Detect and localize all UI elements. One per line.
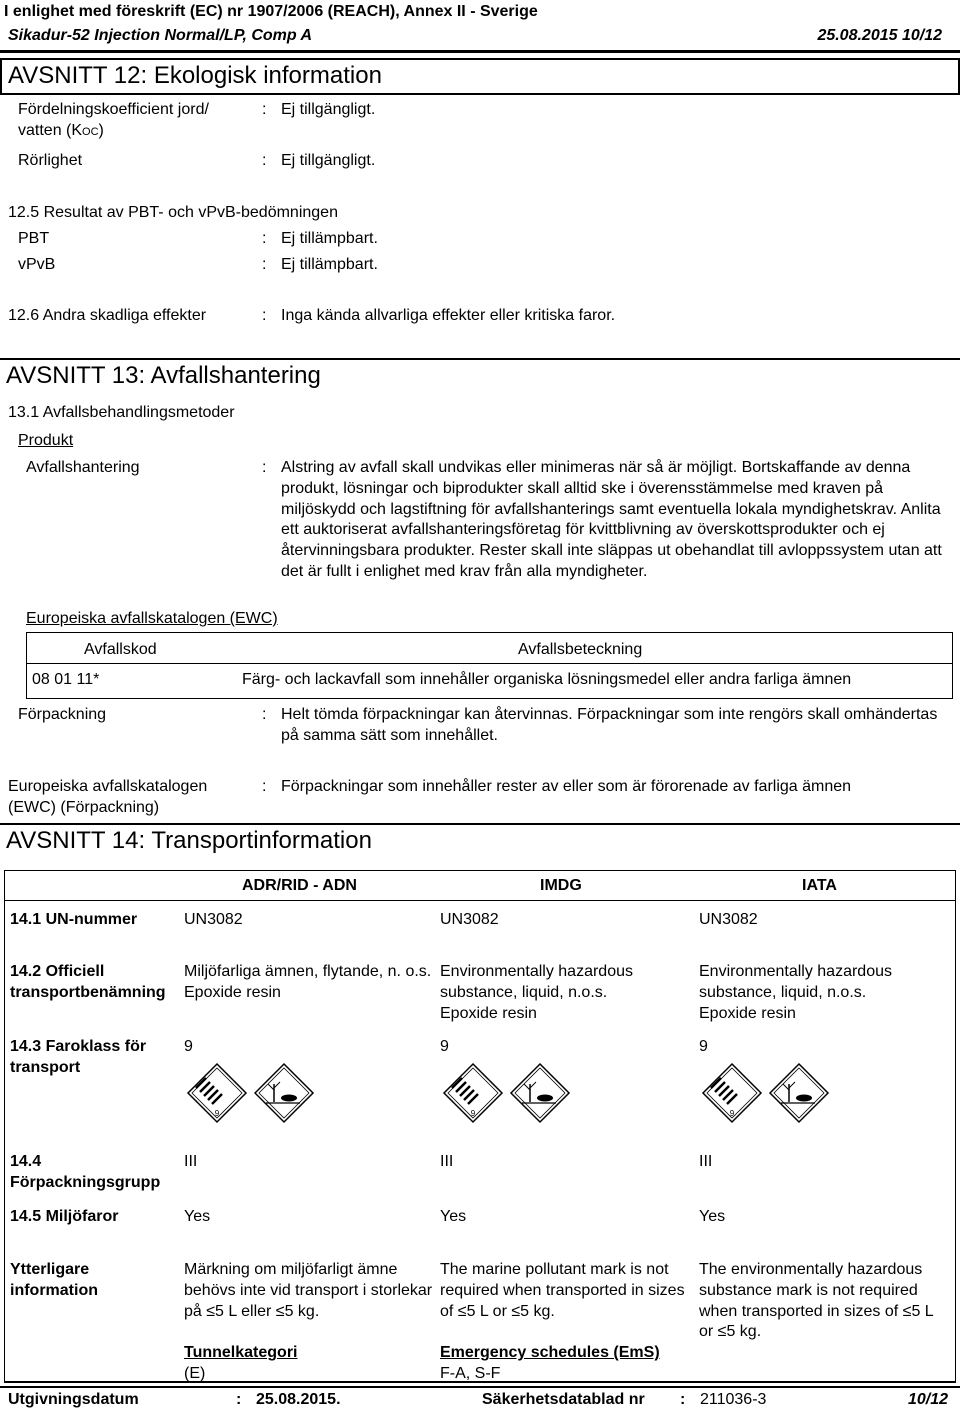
pbt-label: PBT	[18, 230, 50, 247]
env-iata: Yes	[699, 1208, 726, 1225]
waste-methods-heading: 13.1 Avfallsbehandlingsmetoder	[8, 404, 235, 421]
vpvb-value: Ej tillämpbart.	[281, 256, 378, 273]
ewc-col-code: Avfallskod	[84, 641, 157, 658]
un-label: 14.1 UN-nummer	[10, 911, 138, 928]
colon: :	[262, 230, 267, 247]
colon: :	[262, 778, 267, 795]
ewc-packaging-label: Europeiska avfallskatalogen (EWC) (Förpackning)	[8, 778, 208, 816]
waste-label: Avfallshantering	[26, 459, 140, 476]
class9-diamond-icon	[444, 1064, 502, 1122]
pbt-value: Ej tillämpbart.	[281, 230, 378, 247]
group-iata: III	[699, 1153, 713, 1170]
resin-imdg: Epoxide resin	[440, 1004, 537, 1022]
mobility-label: Rörlighet	[18, 152, 83, 169]
section-13-title: AVSNITT 13: Avfallshantering	[0, 358, 960, 393]
product-name: Sikadur-52 Injection Normal/LP, Comp A	[8, 27, 313, 44]
product-heading: Produkt	[18, 432, 74, 449]
environment-hazard-icon	[511, 1064, 569, 1122]
ewc-table-divider	[26, 663, 953, 664]
colon: :	[262, 459, 267, 476]
packaging-label: Förpackning	[18, 706, 107, 723]
name-adr: Miljöfarliga ämnen, flytande, n. o.s. Epoxide resin	[184, 962, 434, 1004]
pbt-heading: 12.5 Resultat av PBT- och vPvB-bedömningen	[8, 204, 338, 221]
col-imdg: IMDG	[540, 877, 582, 894]
name-label: 14.2 Officiell transportbenämning	[10, 963, 166, 1001]
extra-imdg: The marine pollutant mark is not required when transported in sizes of ≤5 L or ≤5 kg. Emergency schedules (EmS) F-A, S-F	[440, 1260, 685, 1385]
col-iata: IATA	[802, 877, 837, 894]
other-effects-label: 12.6 Andra skadliga effekter	[8, 307, 207, 324]
colon: :	[262, 307, 267, 324]
koc-label: Fördelningskoefficient jord/ vatten (KOC)	[18, 101, 209, 139]
ewc-heading: Europeiska avfallskatalogen (EWC)	[26, 610, 278, 627]
ewc-code: 08 01 11*	[32, 671, 100, 688]
colon: :	[262, 256, 267, 273]
colon: :	[262, 101, 267, 118]
ems-value: F-A, S-F	[440, 1365, 501, 1383]
svg-text:9: 9	[729, 1109, 735, 1118]
header-divider	[0, 50, 960, 53]
ems-label: Emergency schedules (EmS)	[440, 1344, 660, 1362]
extra-iata: The environmentally hazardous substance mark is not required when transported in sizes of ≤5 L or ≤5 kg.	[699, 1261, 934, 1341]
env-imdg: Yes	[440, 1208, 467, 1225]
group-adr: III	[184, 1153, 198, 1170]
ewc-packaging-value: Förpackningar som innehåller rester av eller som är förorenade av farliga ämnen	[281, 778, 852, 795]
transport-header-divider	[4, 900, 956, 901]
colon: :	[680, 1391, 686, 1408]
environment-hazard-icon	[255, 1064, 313, 1122]
colon: :	[236, 1391, 242, 1408]
resin-iata: Epoxide resin	[699, 1004, 796, 1022]
env-label: 14.5 Miljöfaror	[10, 1208, 119, 1225]
ewc-col-desc: Avfallsbeteckning	[518, 641, 643, 658]
colon: :	[262, 152, 267, 169]
env-adr: Yes	[184, 1208, 211, 1225]
hazard-pictograms-iata	[701, 1062, 831, 1126]
issue-date-value: 25.08.2015.	[256, 1391, 341, 1408]
group-imdg: III	[440, 1153, 454, 1170]
class-iata: 9	[699, 1038, 708, 1055]
svg-text:9: 9	[470, 1109, 476, 1118]
class9-diamond-icon	[188, 1064, 246, 1122]
hazard-pictograms-imdg	[442, 1062, 572, 1126]
hazard-pictograms-adr	[186, 1062, 316, 1126]
environment-hazard-icon	[770, 1064, 828, 1122]
group-label: 14.4 Förpackningsgrupp	[10, 1153, 161, 1191]
name-imdg: Environmentally hazardous substance, liquid, n.o.s. Epoxide resin	[440, 962, 685, 1024]
ewc-desc: Färg- och lackavfall som innehåller organiska lösningsmedel eller andra farliga ämnen	[242, 671, 852, 688]
issue-date-label: Utgivningsdatum	[8, 1391, 139, 1408]
class-label: 14.3 Faroklass för transport	[10, 1038, 147, 1076]
class9-diamond-icon	[703, 1064, 761, 1122]
packaging-text: Helt tömda förpackningar kan återvinnas. Förpackningar som inte rengörs skall omhändertas på samma sätt som innehållet.	[281, 706, 938, 744]
class-adr: 9	[184, 1038, 193, 1055]
colon: :	[262, 706, 267, 723]
un-iata: UN3082	[699, 911, 758, 928]
footer-divider	[0, 1386, 960, 1388]
tunnel-label: Tunnelkategori	[184, 1344, 298, 1362]
page-number: 10/12	[908, 1391, 949, 1408]
resin-adr: Epoxide resin	[184, 983, 281, 1001]
regulation-header: I enlighet med föreskrift (EC) nr 1907/2006 (REACH), Annex II - Sverige	[4, 3, 538, 20]
koc-value: Ej tillgängligt.	[281, 101, 376, 118]
col-adr: ADR/RID - ADN	[242, 877, 357, 894]
name-iata: Environmentally hazardous substance, liquid, n.o.s. Epoxide resin	[699, 962, 949, 1024]
sds-number-label: Säkerhetsdatablad nr	[482, 1391, 645, 1408]
extra-adr: Märkning om miljöfarligt ämne behövs inte vid transport i storlekar på ≤5 L eller ≤5 kg. Tunnelkategori (E)	[184, 1260, 434, 1385]
extra-label: Ytterligare information	[10, 1261, 98, 1299]
un-imdg: UN3082	[440, 911, 499, 928]
tunnel-value: (E)	[184, 1365, 206, 1383]
mobility-value: Ej tillgängligt.	[281, 152, 376, 169]
other-effects-value: Inga kända allvarliga effekter eller kritiska faror.	[281, 307, 616, 324]
svg-text:9: 9	[214, 1109, 220, 1118]
date-page: 25.08.2015 10/12	[817, 27, 942, 44]
sds-number-value: 211036-3	[700, 1391, 767, 1408]
section-12-title: AVSNITT 12: Ekologisk information	[0, 58, 960, 95]
vpvb-label: vPvB	[18, 256, 56, 273]
waste-text: Alstring av avfall skall undvikas eller minimeras när så är möjligt. Bortskaffande av denna produkt, lösningar och biprodukter skall alltid ske i överensstämmelse med kraven på miljöskydd och lagstiftning för avfallshanterings samt eventuella lokala myndighetskrav. Anlita ett auktoriserat avfallshanteringsföretag för kvittblivning av överskottsprodukter och ej återvinningsbara produkter. Rester skall inte släppas ut obehandlat till avloppssystem utan att det är fullt i enlighet med krav från alla myndigheter.	[281, 459, 942, 580]
section-14-title: AVSNITT 14: Transportinformation	[0, 823, 960, 858]
class-imdg: 9	[440, 1038, 449, 1055]
un-adr: UN3082	[184, 911, 243, 928]
